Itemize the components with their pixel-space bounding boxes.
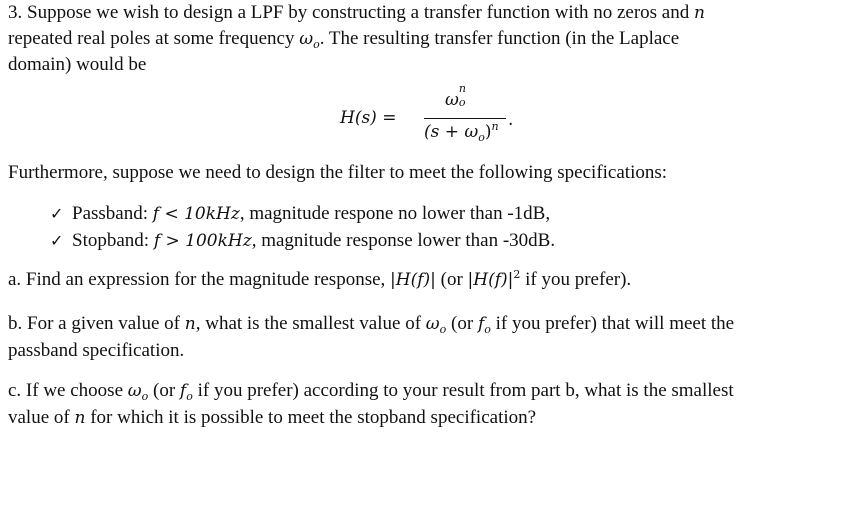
part-a-math: |H(f)|: [467, 270, 514, 290]
spec-text: , magnitude respone no lower than -1dB,: [239, 203, 551, 224]
specs-intro: [8, 162, 667, 184]
subscript-o: o: [141, 390, 149, 403]
subscript-o: o: [186, 390, 193, 403]
problem-line-2: [8, 28, 679, 52]
var-n: n: [184, 314, 196, 334]
subscript-o: o: [313, 38, 320, 51]
check-icon: ✓: [50, 231, 64, 250]
var-n: n: [74, 408, 86, 428]
check-icon: ✓: [50, 204, 64, 223]
part-a-text: if you prefer).: [520, 269, 632, 290]
part-a-sup: 2: [513, 268, 521, 281]
part-c-text: if you prefer) according to your result from part b, what is the smallest: [192, 380, 734, 401]
spec-label: Stopband:: [72, 230, 154, 251]
part-c-text: (or: [148, 380, 180, 401]
part-c-text: c. If we choose: [8, 380, 128, 401]
spec-math: f < 10kHz: [152, 204, 240, 224]
equation-denominator: $(s + \omega_o)^n$: [424, 120, 499, 144]
part-a-math: |H(f)|: [390, 270, 436, 290]
var-omega: ω: [299, 29, 314, 49]
problem-line-3: [8, 54, 146, 76]
var-f: f: [179, 381, 187, 401]
spec-passband: [50, 203, 550, 225]
spec-math: f > 100kHz: [153, 231, 252, 251]
fraction-bar: [424, 118, 506, 119]
equation-lhs: H(s) =: [340, 108, 397, 128]
problem-text: . The resulting transfer function (in the Laplace: [319, 28, 680, 49]
equation-numerator: ω n o: [445, 82, 466, 110]
part-b-line-1: [8, 313, 734, 337]
subscript-o: o: [484, 323, 491, 336]
var-omega: ω: [425, 314, 440, 334]
part-c-line-1: [8, 380, 734, 404]
subscript-o: o: [439, 323, 447, 336]
part-a-text: a. Find an expression for the magnitude response,: [8, 269, 391, 290]
problem-text: 3. Suppose we wish to design a LPF by constructing a transfer function with no zeros and: [8, 2, 694, 23]
part-b-text: passband specification.: [8, 340, 185, 361]
var-omega: ω: [127, 381, 142, 401]
equation-period: .: [508, 110, 514, 130]
spec-label: Passband:: [72, 203, 153, 224]
transfer-function-equation: [340, 82, 520, 148]
problem-text: domain) would be: [8, 54, 147, 75]
part-a-text: (or: [435, 269, 468, 290]
problem-line-1: [8, 2, 705, 24]
part-c-text: value of: [8, 407, 75, 428]
part-b-text: (or: [446, 313, 478, 334]
part-a: [8, 269, 631, 293]
spec-text: , magnitude response lower than -30dB.: [251, 230, 556, 251]
part-b-text: if you prefer) that will meet the: [490, 313, 735, 334]
problem-text: repeated real poles at some frequency: [8, 28, 300, 49]
specs-intro-text: Furthermore, suppose we need to design the filter to meet the following specifications:: [8, 162, 668, 183]
var-n: n: [694, 3, 705, 23]
var-f: f: [477, 314, 485, 334]
part-b-text: b. For a given value of: [8, 313, 185, 334]
part-c-text: for which it is possible to meet the stopband specification?: [85, 407, 537, 428]
spec-stopband: [50, 230, 555, 252]
part-b-text: , what is the smallest value of: [195, 313, 426, 334]
part-b-line-2: [8, 340, 184, 362]
part-c-line-2: [8, 407, 536, 429]
